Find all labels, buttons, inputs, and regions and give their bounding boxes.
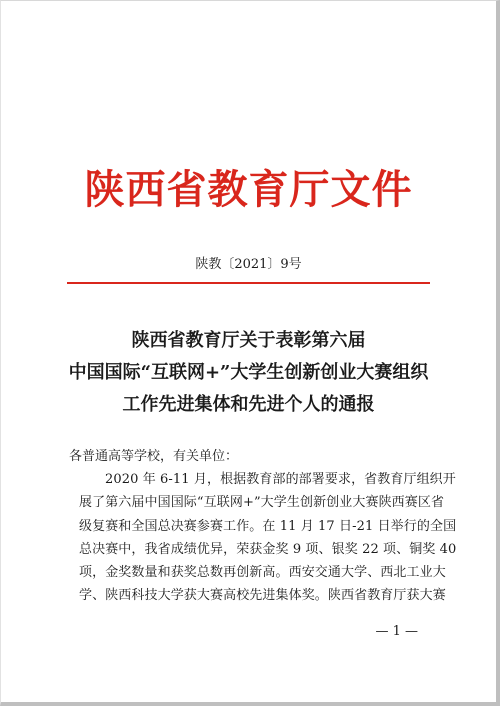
notice-title: [1, 325, 496, 421]
salutation: 各普通高等学校，有关单位：: [69, 449, 239, 464]
paragraph-line: 学、陕西科技大学获大赛高校先进集体奖。陕西省教育厅获大赛: [79, 588, 446, 604]
title-line-3: 工作先进集体和先进个人的通报: [122, 394, 375, 415]
paragraph-line: 总决赛中，我省成绩优异，荣获金奖 9 项、银奖 22 项、铜奖 40: [79, 541, 457, 557]
body-text: [69, 445, 457, 607]
paragraph-line: 展了第六届中国国际“互联网+”大学生创新创业大赛陕西赛区省: [79, 495, 445, 511]
red-divider-line: [67, 282, 430, 284]
header-title: 陕西省教育厅文件: [84, 166, 413, 213]
paragraph-line: 项，金奖数量和获奖总数再创新高。西安交通大学、西北工业大: [79, 565, 446, 581]
document-number: 陕教〔2021〕9号: [195, 257, 302, 272]
paragraph-line: 2020 年 6-11 月，根据教育部的部署要求，省教育厅组织开: [105, 472, 456, 488]
paragraph-line: 级复赛和全国总决赛参赛工作。在 11 月 17 日-21 日举行的全国: [79, 518, 457, 534]
page-number: — 1 —: [375, 624, 418, 639]
title-line-1: 陕西省教育厅关于表彰第六届: [131, 330, 366, 351]
title-line-2: 中国国际“互联网+”大学生创新创业大赛组织: [68, 362, 429, 383]
